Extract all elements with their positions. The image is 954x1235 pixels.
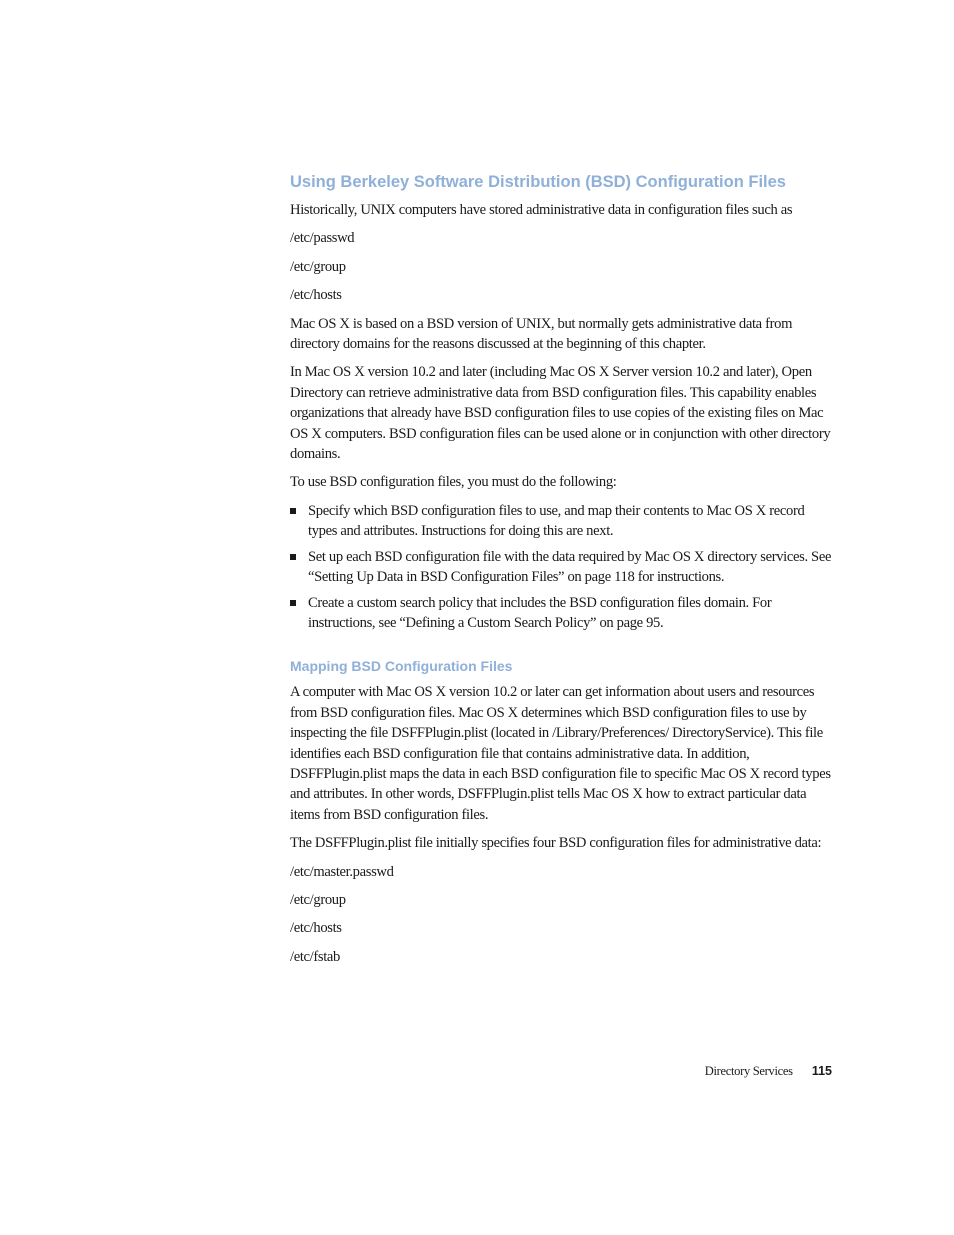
page-content: [290, 172, 835, 975]
file-path: /etc/group: [290, 891, 346, 908]
page-footer: [560, 1062, 832, 1080]
file-path: /etc/hosts: [290, 920, 342, 937]
file-path: /etc/master.passwd: [290, 863, 394, 880]
bullet-item: [290, 547, 835, 588]
footer-section-name: Directory Services: [704, 1064, 793, 1078]
square-bullet-icon: [290, 554, 296, 560]
bullet-item: [290, 501, 835, 542]
file-path: /etc/hosts: [290, 287, 342, 304]
bullet-list: [290, 501, 835, 633]
open-directory-paragraph: In Mac OS X version 10.2 and later (including Mac OS X Server version 10.2 and later), Open Directory can retrieve administrative data from BSD configuration files. This capability enables organizations that already have BSD configuration files to use copies of the existing files on Mac OS X computers. BSD configuration files can be used alone or in conjunction with other directory domains.: [290, 364, 831, 463]
bullet-text: Specify which BSD configuration files to use, and map their contents to Mac OS X record types and attributes. Instructions for doing this are next.: [308, 502, 805, 540]
file-path: /etc/passwd: [290, 230, 355, 247]
square-bullet-icon: [290, 508, 296, 514]
mac-os-paragraph: Mac OS X is based on a BSD version of UNIX, but normally gets administrative data from directory domains for the reasons discussed at the beginning of this chapter.: [290, 315, 793, 353]
mapping-paragraph: A computer with Mac OS X version 10.2 or later can get information about users and resources from BSD configuration files. Mac OS X determines which BSD configuration files to use by inspecting the file DSFFPlugin.plist (located in /Library/Preferences/ DirectoryService). This file identifies each BSD configuration file that contains administrative data. In addition, DSFFPlugin.plist maps the data in each BSD configuration file to specific Mac OS X record types and attributes. In other words, DSFFPlugin.plist tells Mac OS X how to extract particular data items from BSD configuration files.: [290, 684, 831, 823]
file-path: /etc/fstab: [290, 948, 340, 965]
subsection-heading: Mapping BSD Configuration Files: [290, 658, 513, 675]
bullet-item: [290, 593, 835, 634]
bullet-text: Set up each BSD configuration file with the data required by Mac OS X directory services. See “Setting Up Data in BSD Configuration Files” on page 118 for instructions.: [308, 548, 832, 586]
file-path: /etc/group: [290, 258, 346, 275]
intro-paragraph: Historically, UNIX computers have stored administrative data in configuration files such as: [290, 202, 793, 218]
plist-paragraph: The DSFFPlugin.plist file initially specifies four BSD configuration files for administrative data:: [290, 835, 822, 852]
bullet-text: Create a custom search policy that includes the BSD configuration files domain. For instructions, see “Defining a Custom Search Policy” on page 95.: [308, 594, 772, 631]
section-heading: Using Berkeley Software Distribution (BSD) Configuration Files: [290, 173, 786, 191]
square-bullet-icon: [290, 600, 296, 606]
page-number: 115: [811, 1064, 832, 1078]
todo-paragraph: To use BSD configuration files, you must do the following:: [290, 474, 617, 491]
